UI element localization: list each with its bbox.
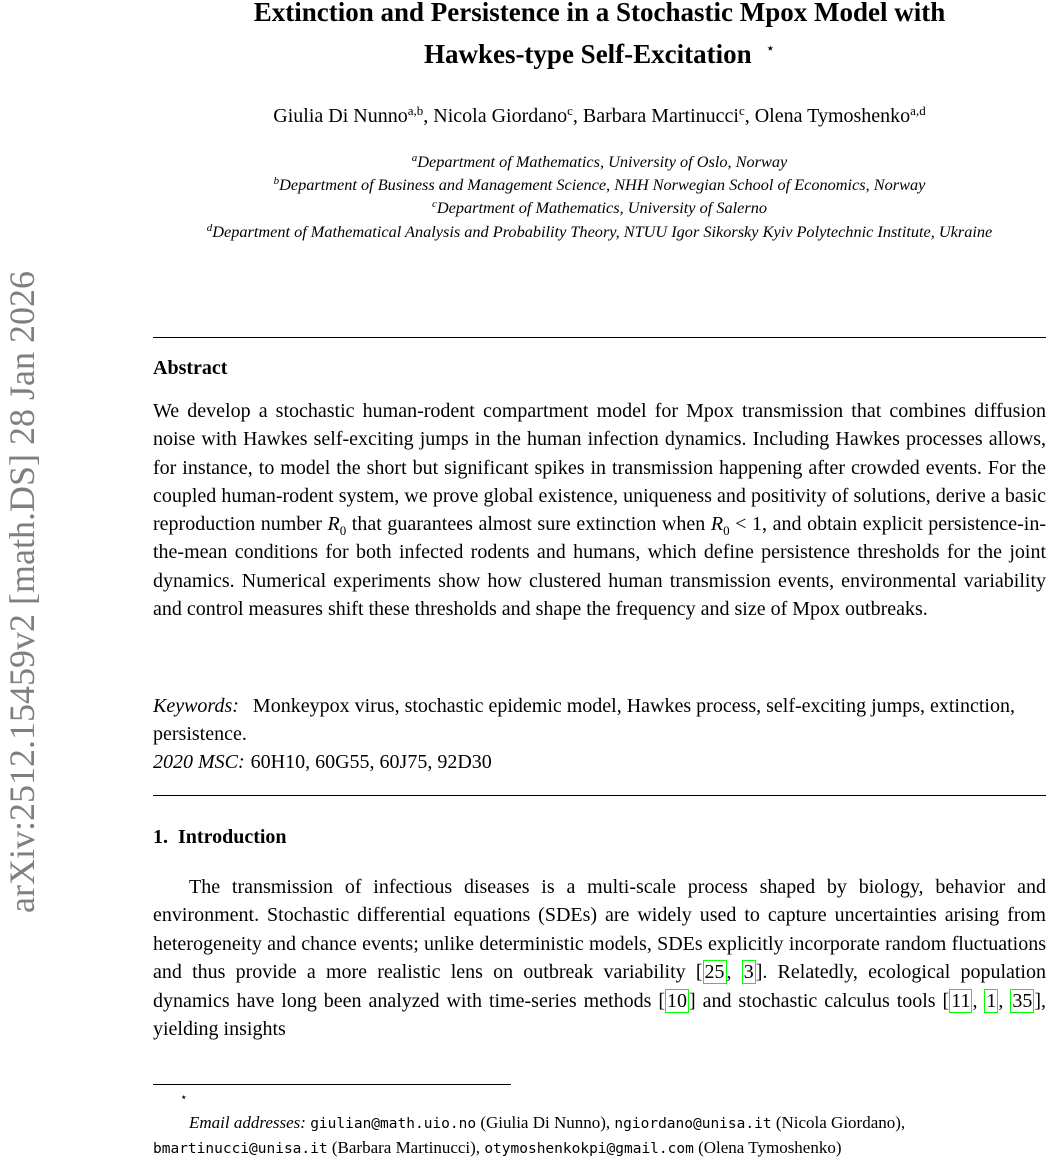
citation-separator: , — [972, 989, 985, 1012]
abstract-text: that guarantees almost sure extinction when — [346, 513, 711, 536]
r0-subscript: 0 — [339, 523, 347, 539]
affiliation-mark: c — [432, 198, 437, 211]
keywords-block — [153, 692, 1046, 776]
citation-link[interactable]: 1 — [986, 989, 997, 1012]
affiliation-mark: d — [206, 221, 213, 234]
affiliation-text: Department of Mathematics, University of Oslo, Norway — [417, 152, 788, 171]
affiliation-mark: b — [273, 175, 280, 188]
intro-text: ], yielding insights — [153, 989, 1046, 1041]
abstract-paragraph — [153, 397, 1046, 623]
footnote-rule — [153, 1084, 511, 1085]
affiliation-text: Department of Mathematics, University of Salerno — [436, 198, 767, 218]
author-name: Nicola Giordano — [433, 105, 568, 127]
abstract-text: We develop a stochastic human-rodent compartment model for Mpox transmission that combines diffusion noise with Hawkes self-exciting jumps in the human infection dynamics. Including Hawkes processes allows, for instance, to model the short but significant spikes in transmission happening after crowded events. For the coupled human-rodent system, we prove global existence, uniqueness and positivity of solutions, derive a basic reproduction number — [153, 400, 1046, 536]
affiliation-mark: a — [411, 152, 418, 164]
affiliation — [153, 150, 1046, 173]
r0-letter: R — [327, 513, 340, 536]
abstract-heading: Abstract — [153, 357, 228, 379]
citation-link[interactable]: 3 — [743, 961, 754, 984]
email-link[interactable]: giulian@math.uio.no — [310, 1116, 477, 1132]
footnote-emails — [153, 1111, 1046, 1161]
keywords-label: Keywords: — [153, 695, 239, 717]
email-link[interactable]: ngiordano@unisa.it — [614, 1116, 772, 1132]
author-affil-mark: a,b — [407, 103, 424, 118]
affiliation — [153, 173, 1046, 196]
affiliation-text: Department of Business and Management Science, NHH Norwegian School of Economics, Norway — [279, 175, 926, 195]
arxiv-stamp: arXiv:2512.15459v2 [math.DS] 28 Jan 2026 — [2, 271, 42, 913]
intro-text: ]. Relatedly, ecological population dynamics have long been analyzed with time-series methods [ — [153, 961, 1046, 1012]
citation-link[interactable]: 11 — [951, 989, 971, 1012]
email-owner: (Giulia Di Nunno), — [476, 1113, 615, 1132]
section-title: Introduction — [178, 826, 287, 848]
section-heading — [153, 826, 287, 849]
abstract-top-rule — [153, 337, 1046, 338]
citation-separator: , — [998, 989, 1011, 1012]
author-name: Barbara Martinucci — [582, 105, 739, 127]
affiliation — [153, 220, 1046, 243]
keywords-text: Monkeypox virus, stochastic epidemic model, Hawkes process, self-exciting jumps, extinction, persistence. — [153, 695, 1015, 745]
author-separator: , — [744, 105, 755, 127]
author-affil-mark: a,d — [910, 103, 926, 118]
citation-link[interactable]: 10 — [667, 989, 688, 1012]
author-list — [153, 103, 1046, 129]
affiliation-text: Department of Mathematical Analysis and Probability Theory, NTUU Igor Sikorsky Kyiv Polytechnic Institute, Ukraine — [212, 221, 993, 241]
section-number: 1. — [153, 826, 168, 848]
intro-text: The transmission of infectious diseases is a multi-scale process shaped by biology, behavior and environment. Stochastic differential equations (SDEs) are widely used to capture uncertainties arising from heterogeneity and chance events; unlike deterministic models, SDEs explicitly incorporate random fluctuations and thus provide a more realistic lens on outbreak variability [ — [153, 876, 1046, 984]
intro-text: ] and stochastic calculus tools [ — [689, 989, 950, 1012]
intro-paragraph — [153, 873, 1046, 1043]
email-link[interactable]: bmartinucci@unisa.it — [153, 1141, 328, 1157]
author-affil-mark: c — [567, 103, 573, 118]
email-link[interactable]: otymoshenkokpi@gmail.com — [484, 1141, 694, 1157]
email-owner: (Barbara Martinucci), — [327, 1138, 485, 1157]
r0-symbol — [710, 513, 730, 539]
msc-label: 2020 MSC: — [153, 751, 245, 773]
msc-text: 60H10, 60G55, 60J75, 92D30 — [250, 751, 492, 773]
email-owner: (Olena Tymoshenko) — [693, 1138, 842, 1157]
affiliation-list — [153, 150, 1046, 243]
author-separator: , — [572, 105, 583, 127]
abstract-body — [153, 397, 1046, 623]
paper-title — [153, 0, 1046, 73]
title-line-2-text: Hawkes-type Self-Excitation — [423, 39, 752, 69]
msc-line — [153, 748, 1046, 776]
citation-link[interactable]: 35 — [1012, 989, 1033, 1012]
author-affil-mark: c — [738, 103, 745, 118]
citation-separator: , — [726, 961, 742, 984]
abstract-bottom-rule — [153, 795, 1046, 796]
affiliation — [153, 196, 1046, 219]
title-line-1: Extinction and Persistence in a Stochastic Mpox Model with — [253, 0, 946, 27]
title-line-2 — [153, 31, 1046, 73]
abstract-text: < 1, and obtain explicit persistence-in-the-mean conditions for both infected rodents and humans, which define persistence thresholds for the joint dynamics. Numerical experiments show how clustered human transmission events, environmental variability and control measures shift these thresholds and shape the frequency and size of Mpox outbreaks. — [153, 513, 1046, 621]
author-separator: , — [423, 105, 434, 127]
r0-symbol — [327, 513, 347, 539]
citation-link[interactable]: 25 — [704, 961, 725, 984]
email-owner: (Nicola Giordano), — [771, 1113, 906, 1132]
title-footnote-mark[interactable]: ⋆ — [765, 41, 776, 57]
r0-letter: R — [710, 513, 724, 536]
footnote-label: Email addresses: — [189, 1113, 306, 1132]
keywords-line — [153, 692, 1046, 748]
r0-subscript: 0 — [723, 523, 730, 539]
author-name: Olena Tymoshenko — [754, 105, 911, 127]
author-name: Giulia Di Nunno — [273, 105, 408, 127]
footnote-mark: ⋆ — [180, 1090, 188, 1104]
